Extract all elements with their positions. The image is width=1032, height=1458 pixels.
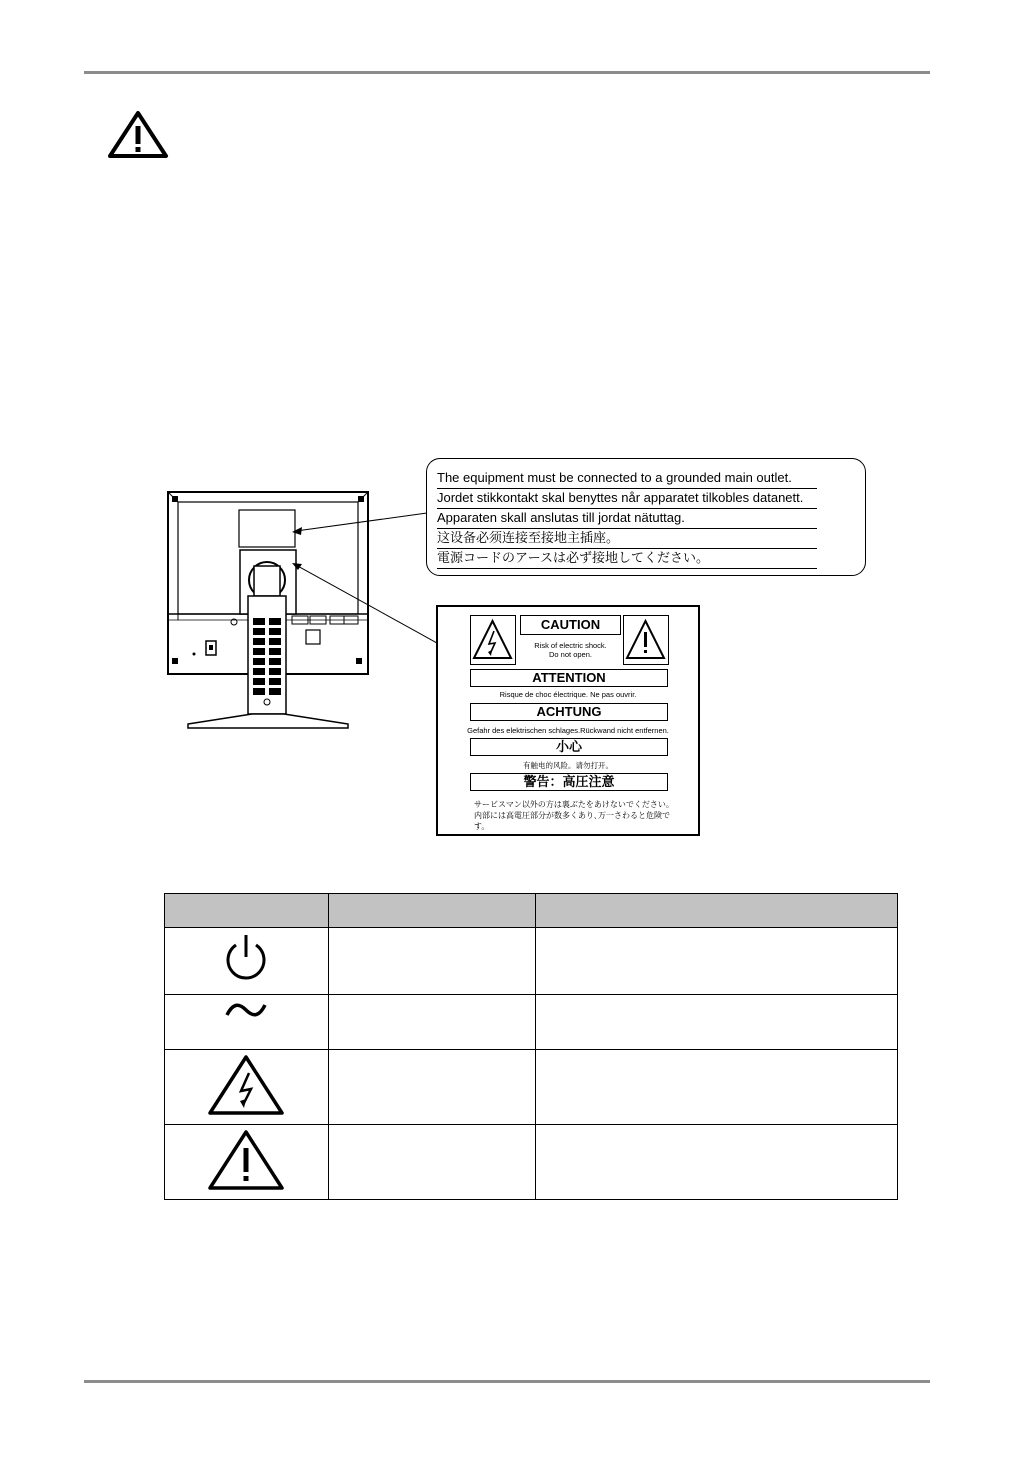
grounding-line-en: The equipment must be connected to a grounded main outlet. [437, 468, 817, 489]
caution-sub-1: Risk of electric shock. [534, 641, 607, 650]
grounding-notice-label [426, 458, 866, 576]
caution-heading: CAUTION [520, 615, 621, 635]
grounding-line-ja: 電源コードのアースは必ず接地してください。 [437, 548, 817, 569]
power-standby-icon [221, 931, 271, 987]
table-header-cell [535, 894, 897, 928]
table-header-cell [328, 894, 535, 928]
grounding-line-no: Jordet stikkontakt skal benyttes når apparatet tilkobles datanett. [437, 488, 817, 509]
symbol-cell [165, 1050, 329, 1125]
cn-heading: 小心 [470, 738, 668, 756]
symbol-cell [165, 1125, 329, 1200]
table-cell [535, 1125, 897, 1200]
electric-shock-icon [471, 616, 514, 663]
grounding-line-sv: Apparaten skall anslutas till jordat nätuttag. [437, 508, 817, 529]
table-cell [535, 1050, 897, 1125]
attention-sub: Risque de choc électrique. Ne pas ouvrir. [499, 690, 637, 699]
table-cell [328, 1050, 535, 1125]
table-header-cell [165, 894, 329, 928]
symbol-cell [165, 928, 329, 995]
table-cell [328, 995, 535, 1050]
caution-exclamation-icon [206, 1128, 286, 1192]
table-row [165, 928, 898, 995]
attention-heading: ATTENTION [470, 669, 668, 687]
table-row [165, 1125, 898, 1200]
electric-shock-warning-icon [206, 1053, 286, 1117]
symbol-table [164, 893, 898, 1200]
jp-sub: サービスマン以外の方は裏ぶたをあけないでください。内部には高電圧部分が数多くあり､万一さわると危険です。 [474, 800, 674, 831]
achtung-sub: Gefahr des elektrischen schlages.Rückwand nicht entfernen. [467, 726, 669, 735]
exclamation-icon [624, 616, 667, 663]
table-cell [328, 1125, 535, 1200]
symbol-cell [165, 995, 329, 1050]
table-cell [328, 928, 535, 995]
exclamation-box-right [623, 615, 669, 665]
caution-label [436, 605, 700, 836]
table-cell [535, 995, 897, 1050]
table-cell [535, 928, 897, 995]
cn-sub: 有触电的风险。请勿打开。 [523, 761, 613, 770]
caution-sub-2: Do not open. [549, 650, 592, 659]
table-row [165, 995, 898, 1050]
alternating-current-icon [221, 995, 271, 1025]
achtung-heading: ACHTUNG [470, 703, 668, 721]
shock-box-left [470, 615, 516, 665]
table-header-row [165, 894, 898, 928]
jp-heading: 警告：高圧注意 [470, 773, 668, 791]
grounding-line-zh: 这设备必须连接至接地主插座。 [437, 528, 817, 549]
table-row [165, 1050, 898, 1125]
